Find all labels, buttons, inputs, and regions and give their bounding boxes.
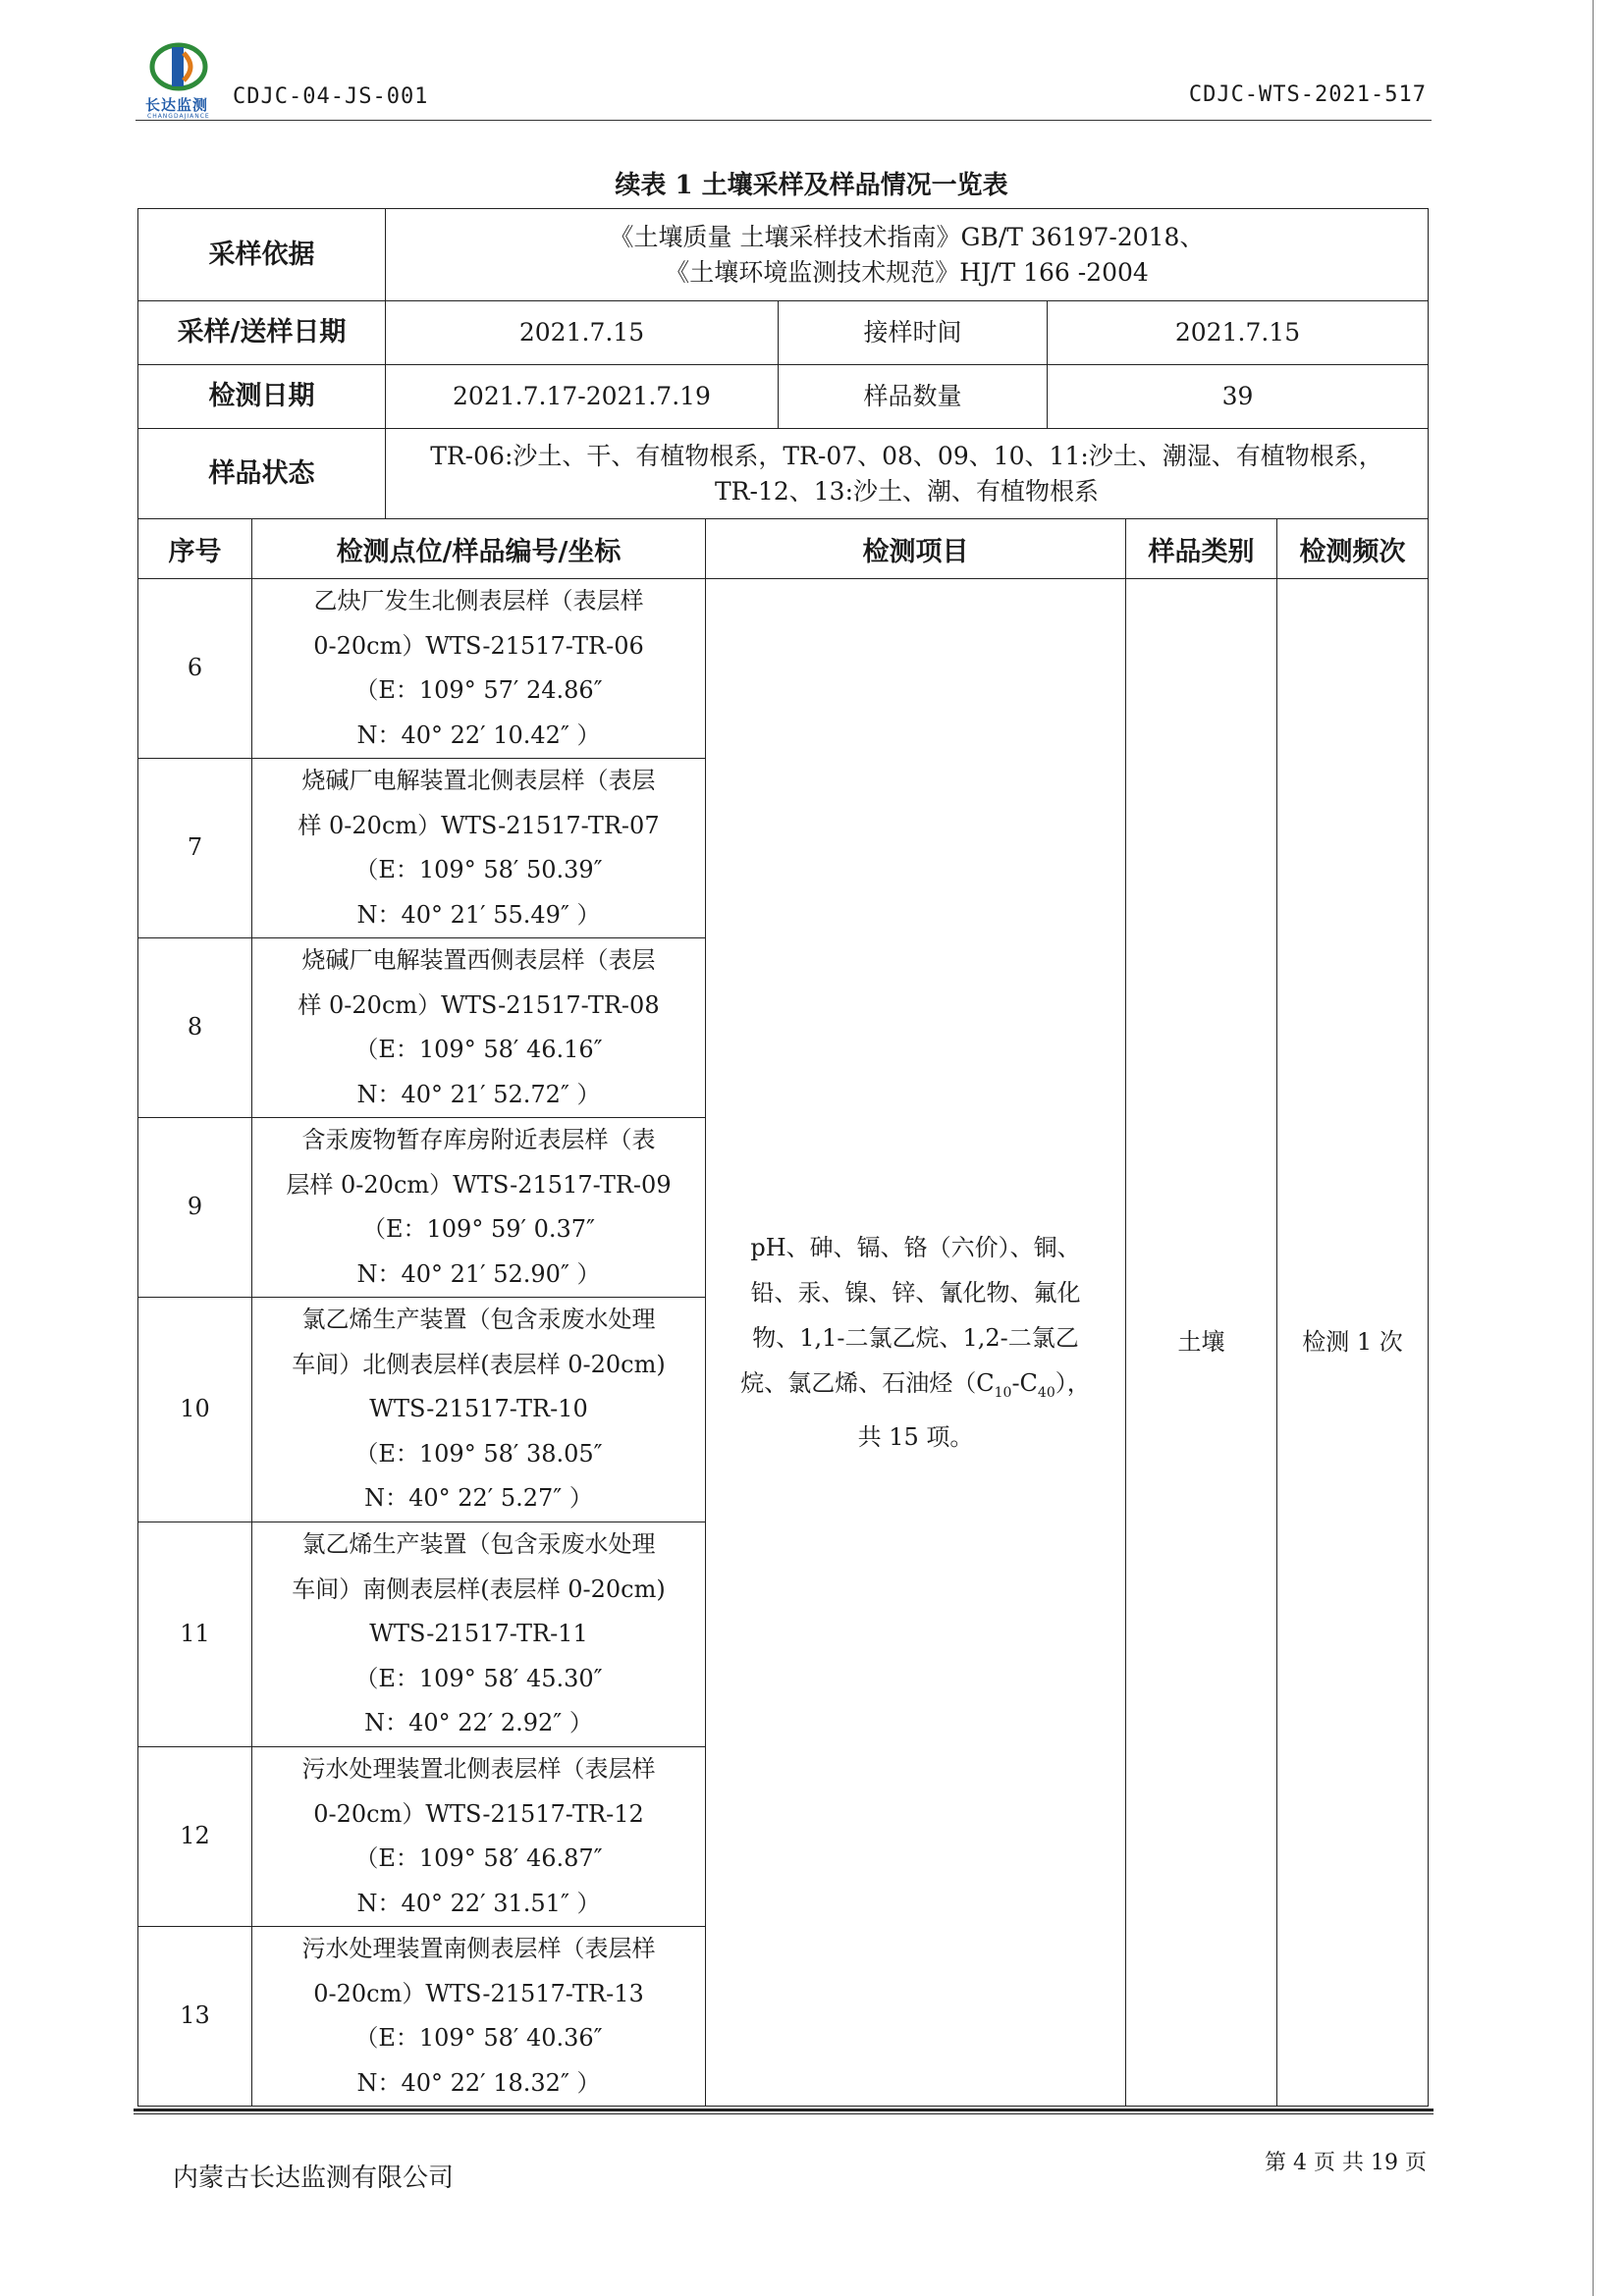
sample-table — [137, 518, 1429, 2107]
state-line2: TR-12、13:沙土、潮、有植物根系 — [715, 476, 1099, 506]
items-line: 铅、汞、镍、锌、氰化物、氟化 — [750, 1278, 1081, 1307]
table-title: 续表 1 土壤采样及样品情况一览表 — [615, 171, 1008, 200]
location-line: N：40° 21′ 55.49″ ） — [356, 900, 601, 929]
row-location — [252, 1118, 706, 1298]
col-header-frequency: 检测频次 — [1277, 519, 1429, 579]
state-row — [138, 429, 1429, 519]
location-line: （E：109° 58′ 45.30″ — [354, 1664, 603, 1692]
location-line: N：40° 22′ 18.32″ ） — [356, 2068, 601, 2097]
location-line: 层样 0-20cm）WTS-21517-TR-09 — [286, 1170, 672, 1199]
doc-code-left: CDJC-04-JS-001 — [233, 84, 429, 109]
receive-label: 接样时间 — [779, 301, 1048, 365]
location-line: WTS-21517-TR-10 — [369, 1395, 588, 1423]
doc-code-right: CDJC-WTS-2021-517 — [1188, 82, 1427, 107]
location-line: N：40° 22′ 10.42″ ） — [356, 721, 601, 749]
col-header-location: 检测点位/样品编号/坐标 — [252, 519, 706, 579]
location-line: 含汞废物暂存库房附近表层样（表 — [301, 1126, 656, 1153]
location-line: 车间）南侧表层样(表层样 0-20cm) — [292, 1575, 666, 1603]
location-line: 车间）北侧表层样(表层样 0-20cm) — [292, 1350, 666, 1378]
sample-date-value: 2021.7.15 — [386, 301, 779, 365]
state-label: 样品状态 — [138, 429, 386, 519]
row-location — [252, 1747, 706, 1927]
test-date-value: 2021.7.17-2021.7.19 — [386, 365, 779, 429]
row-no: 12 — [138, 1747, 252, 1927]
items-text: -C — [1011, 1368, 1038, 1397]
basis-line2: 《土壤环境监测技术规范》HJ/T 166 -2004 — [665, 257, 1149, 287]
state-value — [386, 429, 1429, 519]
location-line: 氯乙烯生产装置（包含汞废水处理 — [301, 1306, 656, 1334]
location-line: （E：109° 58′ 46.16″ — [354, 1036, 603, 1063]
location-line: （E：109° 57′ 24.86″ — [354, 676, 603, 704]
col-header-items: 检测项目 — [706, 519, 1126, 579]
count-label: 样品数量 — [779, 365, 1048, 429]
test-items-cell — [706, 579, 1126, 2107]
location-line: 污水处理装置南侧表层样（表层样 — [301, 1935, 656, 1962]
row-location — [252, 759, 706, 938]
count-value: 39 — [1048, 365, 1429, 429]
row-no: 7 — [138, 759, 252, 938]
row-location — [252, 1927, 706, 2107]
items-line: 物、1,1-二氯乙烷、1,2-二氯乙 — [752, 1323, 1079, 1352]
table-bottom-rule-thin — [134, 2113, 1434, 2114]
items-text: 烷、氯乙烯、石油烃（C — [740, 1368, 995, 1397]
location-line: 样 0-20cm）WTS-21517-TR-08 — [298, 990, 660, 1019]
location-line: （E：109° 58′ 38.05″ — [354, 1439, 603, 1468]
location-line: N：40° 22′ 31.51″ ） — [356, 1889, 601, 1917]
footer-company: 内蒙古长达监测有限公司 — [173, 2163, 455, 2193]
location-line: （E：109° 58′ 46.87″ — [354, 1844, 603, 1872]
location-line: 样 0-20cm）WTS-21517-TR-07 — [298, 811, 660, 839]
location-line: （E：109° 58′ 50.39″ — [354, 856, 603, 883]
row-no: 6 — [138, 579, 252, 759]
table-row — [138, 579, 1429, 759]
location-line: （E：109° 58′ 40.36″ — [354, 2024, 603, 2052]
location-line: N：40° 21′ 52.72″ ） — [356, 1080, 601, 1108]
col-header-category: 样品类别 — [1126, 519, 1277, 579]
location-line: （E：109° 59′ 0.37″ — [362, 1215, 595, 1243]
logo-subtext: CHANGDAJIANCE — [147, 113, 210, 120]
items-line: pH、砷、镉、铬（六价）、铜、 — [750, 1233, 1081, 1261]
location-line: N：40° 22′ 2.92″ ） — [364, 1709, 593, 1737]
row-no: 8 — [138, 938, 252, 1118]
sample-date-row — [138, 301, 1429, 365]
row-location — [252, 938, 706, 1118]
location-line: 烧碱厂电解装置北侧表层样（表层 — [301, 767, 656, 794]
category-cell: 土壤 — [1126, 579, 1277, 2107]
basis-label: 采样依据 — [138, 209, 386, 301]
location-line: N：40° 22′ 5.27″ ） — [364, 1484, 593, 1513]
location-line: 氯乙烯生产装置（包含汞废水处理 — [301, 1530, 656, 1559]
test-date-label: 检测日期 — [138, 365, 386, 429]
row-no: 13 — [138, 1927, 252, 2107]
items-subscript: 10 — [994, 1384, 1012, 1401]
location-line: 污水处理装置北侧表层样（表层样 — [301, 1755, 656, 1783]
row-no: 9 — [138, 1118, 252, 1298]
location-line: N：40° 21′ 52.90″ ） — [356, 1259, 601, 1288]
items-line — [718, 1361, 1113, 1415]
row-no: 10 — [138, 1298, 252, 1522]
company-logo — [145, 41, 214, 120]
basis-line1: 《土壤质量 土壤采样技术指南》GB/T 36197-2018、 — [609, 222, 1205, 251]
basis-row — [138, 209, 1429, 301]
state-line1: TR-06:沙土、干、有植物根系，TR-07、08、09、10、11:沙土、潮湿、有植物根系， — [430, 441, 1383, 470]
table-bottom-rule — [134, 2109, 1434, 2111]
logo-icon — [148, 41, 209, 92]
items-subscript: 40 — [1037, 1384, 1055, 1401]
sample-table-header — [138, 519, 1429, 579]
location-line: 0-20cm）WTS-21517-TR-13 — [313, 1979, 644, 2007]
col-header-no: 序号 — [138, 519, 252, 579]
page-edge-line — [1593, 0, 1594, 2296]
location-line: 0-20cm）WTS-21517-TR-12 — [313, 1799, 644, 1828]
items-line: 共 15 项。 — [857, 1423, 974, 1452]
location-line: WTS-21517-TR-11 — [369, 1620, 588, 1648]
test-date-row — [138, 365, 1429, 429]
location-line: 0-20cm）WTS-21517-TR-06 — [313, 631, 644, 660]
header-divider — [135, 120, 1432, 121]
info-table — [137, 208, 1429, 519]
sample-date-label: 采样/送样日期 — [138, 301, 386, 365]
row-location — [252, 1298, 706, 1522]
basis-value — [386, 209, 1429, 301]
location-line: 烧碱厂电解装置西侧表层样（表层 — [301, 946, 656, 974]
row-no: 11 — [138, 1522, 252, 1747]
footer-page-number: 第 4 页 共 19 页 — [1265, 2151, 1427, 2175]
items-text: ）， — [1055, 1368, 1091, 1397]
row-location — [252, 579, 706, 759]
frequency-cell: 检测 1 次 — [1277, 579, 1429, 2107]
row-location — [252, 1522, 706, 1747]
logo-text: 长达监测 — [145, 96, 209, 114]
location-line: 乙炔厂发生北侧表层样（表层样 — [313, 587, 644, 614]
receive-value: 2021.7.15 — [1048, 301, 1429, 365]
